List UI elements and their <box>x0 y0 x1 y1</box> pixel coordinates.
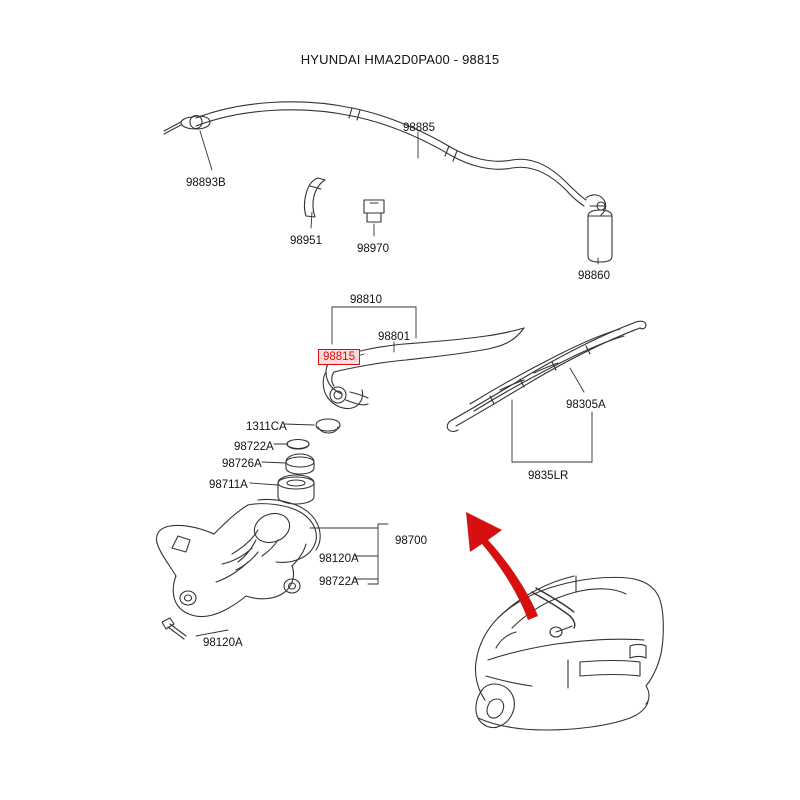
part-label-98951[interactable]: 98951 <box>290 235 322 247</box>
part-label-98700[interactable]: 98700 <box>395 535 427 547</box>
part-label-9835lr[interactable]: 9835LR <box>528 470 569 482</box>
part-label-98860[interactable]: 98860 <box>578 270 610 282</box>
part-label-98722a-secondary[interactable]: 98722A <box>319 576 359 588</box>
part-label-98120a[interactable]: 98120A <box>319 553 359 565</box>
part-label-98801[interactable]: 98801 <box>378 331 410 343</box>
part-label-98893b[interactable]: 98893B <box>186 177 226 189</box>
part-label-98120a-secondary[interactable]: 98120A <box>203 637 243 649</box>
callout-arrow <box>466 512 538 620</box>
part-label-1311ca[interactable]: 1311CA <box>246 421 287 433</box>
page-title: HYUNDAI HMA2D0PA00 - 98815 <box>300 52 500 67</box>
part-label-98970[interactable]: 98970 <box>357 243 389 255</box>
part-label-98722a[interactable]: 98722A <box>234 441 274 453</box>
part-label-98810[interactable]: 98810 <box>350 294 382 306</box>
part-label-98726a[interactable]: 98726A <box>222 458 262 470</box>
part-label-98711a[interactable]: 98711A <box>209 479 248 491</box>
part-label-98305a[interactable]: 98305A <box>566 399 606 411</box>
part-label-98885[interactable]: 98885 <box>403 122 435 134</box>
part-label-98815-selected[interactable]: 98815 <box>318 349 360 365</box>
